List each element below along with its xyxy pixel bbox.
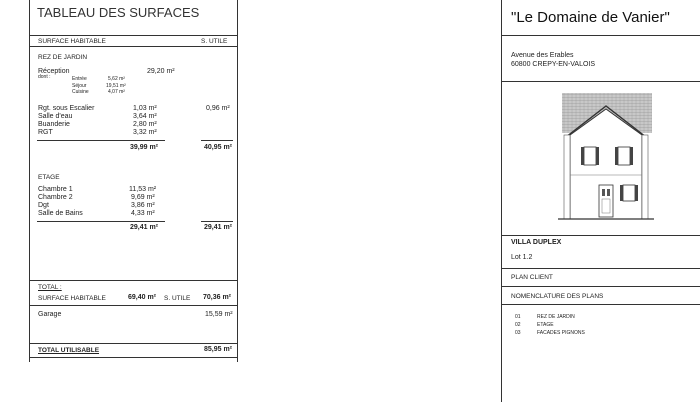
header-surface-utile: S. UTILE	[201, 38, 228, 45]
plan-label: FACADES PIGNONS	[537, 330, 585, 336]
house-facade-drawing	[550, 89, 662, 229]
plan-number: 01	[515, 314, 521, 320]
etage-subtotal-utile: 29,41 m²	[204, 224, 233, 231]
section-rez-de-jardin: REZ DE JARDIN	[38, 54, 88, 61]
rdj-subtotal: 39,99 m²	[130, 144, 159, 151]
room-value: 1,03 m²	[133, 105, 157, 112]
room-label: Rgt. sous Escalier	[38, 105, 95, 112]
section-etage: ETAGE	[38, 174, 60, 181]
garage-label: Garage	[38, 311, 62, 318]
nomenclature-heading: NOMENCLATURE DES PLANS	[511, 293, 604, 300]
reception-label: Réception	[38, 68, 70, 75]
subitem-label: Cuisine	[72, 89, 89, 95]
subitem-label: Séjour	[72, 83, 87, 89]
subitem-value: 5,62 m²	[108, 76, 125, 82]
surface-utile-value: 70,36 m²	[203, 294, 232, 301]
subitem-label: Entrée	[72, 76, 87, 82]
room-label: Chambre 1	[38, 186, 73, 193]
plan-number: 02	[515, 322, 521, 328]
room-label: RGT	[38, 129, 53, 136]
room-label: Salle d'eau	[38, 113, 73, 120]
room-label: Buanderie	[38, 121, 70, 128]
room-value: 11,53 m²	[129, 186, 157, 193]
room-value: 3,64 m²	[133, 113, 157, 120]
villa-type: VILLA DUPLEX	[511, 239, 562, 246]
plan-client-label: PLAN CLIENT	[511, 274, 553, 281]
surfaces-title: TABLEAU DES SURFACES	[37, 5, 200, 20]
surface-habitable-value: 69,40 m²	[128, 294, 157, 301]
room-label: Salle de Bains	[38, 210, 83, 217]
room-label: Dgt	[38, 202, 49, 209]
room-label: Chambre 2	[38, 194, 73, 201]
surface-utile-label: S. UTILE	[164, 295, 191, 302]
address-line-2: 60800 CREPY-EN-VALOIS	[511, 61, 596, 68]
project-title: "Le Domaine de Vanier"	[511, 9, 670, 26]
surface-habitable-label: SURFACE HABITABLE	[38, 295, 106, 302]
room-utile: 0,96 m²	[206, 105, 230, 112]
header-surface-habitable: SURFACE HABITABLE	[38, 38, 106, 45]
address-line-1: Avenue des Erables	[511, 52, 574, 59]
room-value: 3,32 m²	[133, 129, 157, 136]
plan-number: 03	[515, 330, 521, 336]
total-utilisable-value: 85,95 m²	[204, 346, 233, 353]
room-value: 2,80 m²	[133, 121, 157, 128]
total-label: TOTAL :	[38, 284, 62, 291]
room-value: 3,86 m²	[131, 202, 155, 209]
reception-value: 29,20 m²	[147, 68, 175, 75]
lot-number: Lot 1.2	[511, 254, 533, 261]
room-value: 9,69 m²	[131, 194, 155, 201]
reception-dont: dont :	[38, 74, 51, 80]
etage-subtotal: 29,41 m²	[130, 224, 159, 231]
garage-value: 15,59 m²	[205, 311, 233, 318]
rdj-subtotal-utile: 40,95 m²	[204, 144, 233, 151]
plan-label: REZ DE JARDIN	[537, 314, 575, 320]
subitem-value: 4,07 m²	[108, 89, 125, 95]
total-utilisable-label: TOTAL UTILISABLE	[38, 347, 100, 354]
plan-label: ETAGE	[537, 322, 554, 328]
subitem-value: 19,51 m²	[106, 83, 126, 89]
room-value: 4,33 m²	[131, 210, 155, 217]
